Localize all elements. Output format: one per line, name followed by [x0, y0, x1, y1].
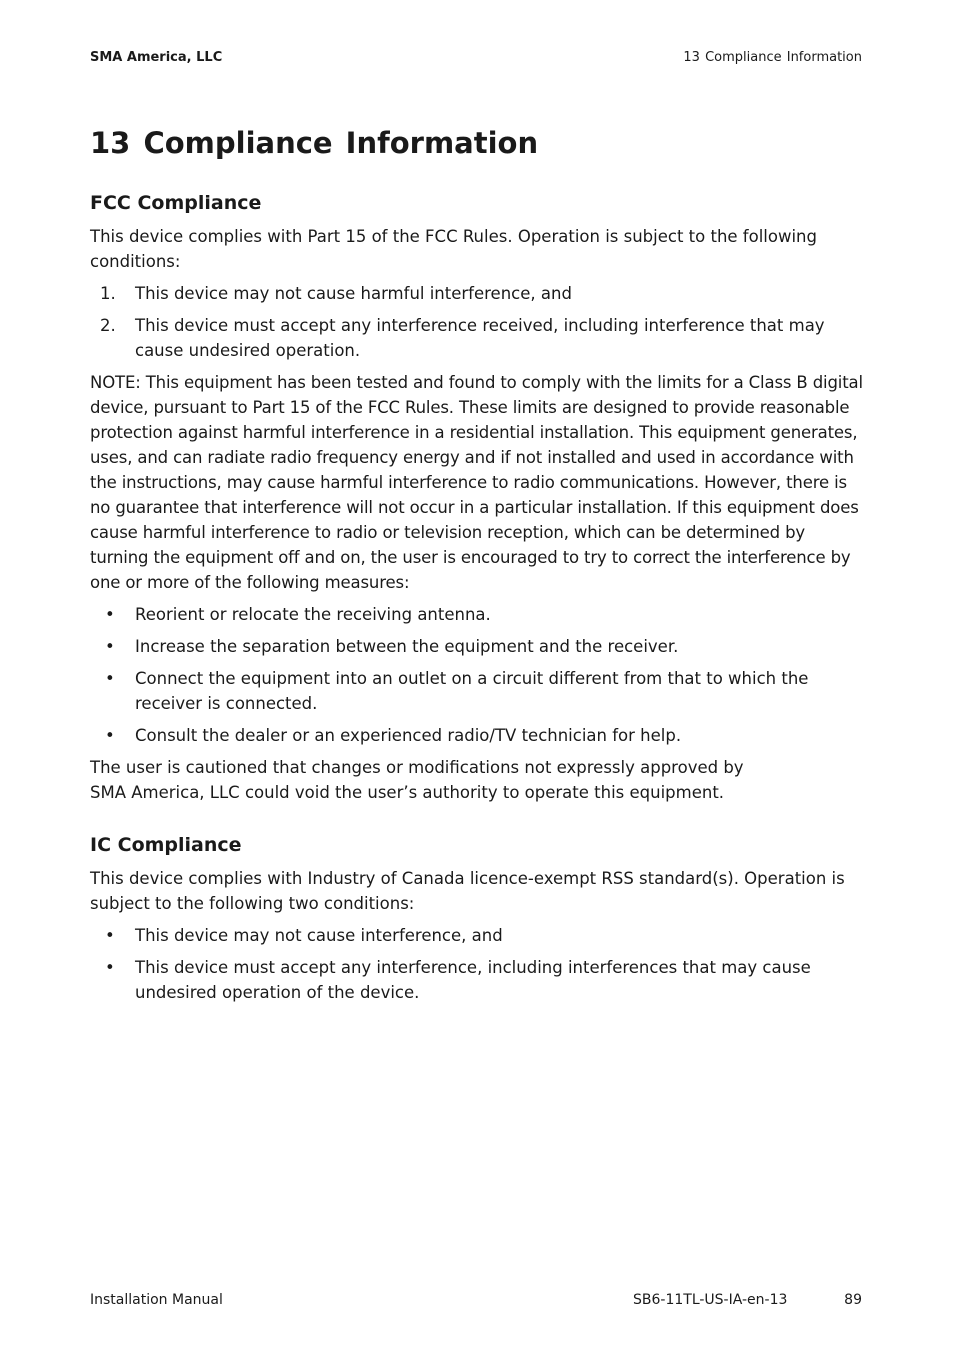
ic-intro: This device complies with Industry of Canada licence-exempt RSS standard(s). Operation is subject to the following two conditions: — [90, 869, 845, 913]
ic-heading: IC Compliance — [90, 834, 242, 856]
list-item — [90, 723, 865, 748]
fcc-caution — [90, 755, 865, 805]
page-title: 13 Compliance Information — [90, 126, 539, 160]
bullet-icon: • — [105, 958, 115, 977]
list-item-text: This device may not cause harmful interference, and — [135, 284, 572, 303]
list-number: 1. — [100, 284, 116, 303]
ic-conditions-list — [90, 923, 865, 1005]
list-item-text: Reorient or relocate the receiving antenna. — [135, 605, 491, 624]
header-chapter: 13 Compliance Information — [683, 50, 862, 65]
fcc-conditions-list — [90, 281, 865, 363]
list-item — [90, 634, 865, 659]
list-item-text: Connect the equipment into an outlet on a circuit different from that to which the receiver is connected. — [135, 669, 809, 713]
fcc-heading: FCC Compliance — [90, 192, 262, 214]
header-company: SMA America, LLC — [90, 50, 223, 65]
list-item — [90, 923, 865, 948]
fcc-note: NOTE: This equipment has been tested and found to comply with the limits for a Class B digital device, pursuant to Part 15 of the FCC Rules. These limits are designed to provide reasonable protection against harmful interference in a residential installation. This equipment generates, uses, and can radiate radio frequency energy and if not installed and used in accordance with the instructions, may cause harmful interference to radio communications. However, there is no guarantee that interference will not occur in a particular installation. If this equipment does cause harmful interference to radio or television reception, which can be determined by turning the equipment off and on, the user is encouraged to try to correct the interference by one or more of the following measures: — [90, 373, 863, 592]
list-number: 2. — [100, 316, 116, 335]
list-item — [90, 955, 865, 1005]
list-item — [90, 666, 865, 716]
fcc-caution-line1: The user is cautioned that changes or modifications not expressly approved by — [90, 758, 744, 777]
fcc-intro: This device complies with Part 15 of the FCC Rules. Operation is subject to the following conditions: — [90, 227, 817, 271]
bullet-icon: • — [105, 605, 115, 624]
list-item — [90, 313, 865, 363]
fcc-measures-list — [90, 602, 865, 748]
bullet-icon: • — [105, 669, 115, 688]
list-item-text: This device must accept any interference, including interferences that may cause undesired operation of the device. — [135, 958, 811, 1002]
list-item — [90, 602, 865, 627]
bullet-icon: • — [105, 726, 115, 745]
bullet-icon: • — [105, 926, 115, 945]
list-item-text: This device must accept any interference received, including interference that may cause undesired operation. — [135, 316, 825, 360]
footer-page-number: 89 — [844, 1292, 862, 1308]
bullet-icon: • — [105, 637, 115, 656]
list-item-text: Increase the separation between the equipment and the receiver. — [135, 637, 679, 656]
footer-manual: Installation Manual — [90, 1292, 223, 1308]
list-item — [90, 281, 865, 306]
fcc-caution-line2: SMA America, LLC could void the user’s authority to operate this equipment. — [90, 783, 725, 802]
list-item-text: Consult the dealer or an experienced radio/TV technician for help. — [135, 726, 682, 745]
page-content — [90, 120, 865, 1005]
list-item-text: This device may not cause interference, and — [135, 926, 503, 945]
footer-doc-code: SB6-11TL-US-IA-en-13 — [633, 1292, 788, 1308]
